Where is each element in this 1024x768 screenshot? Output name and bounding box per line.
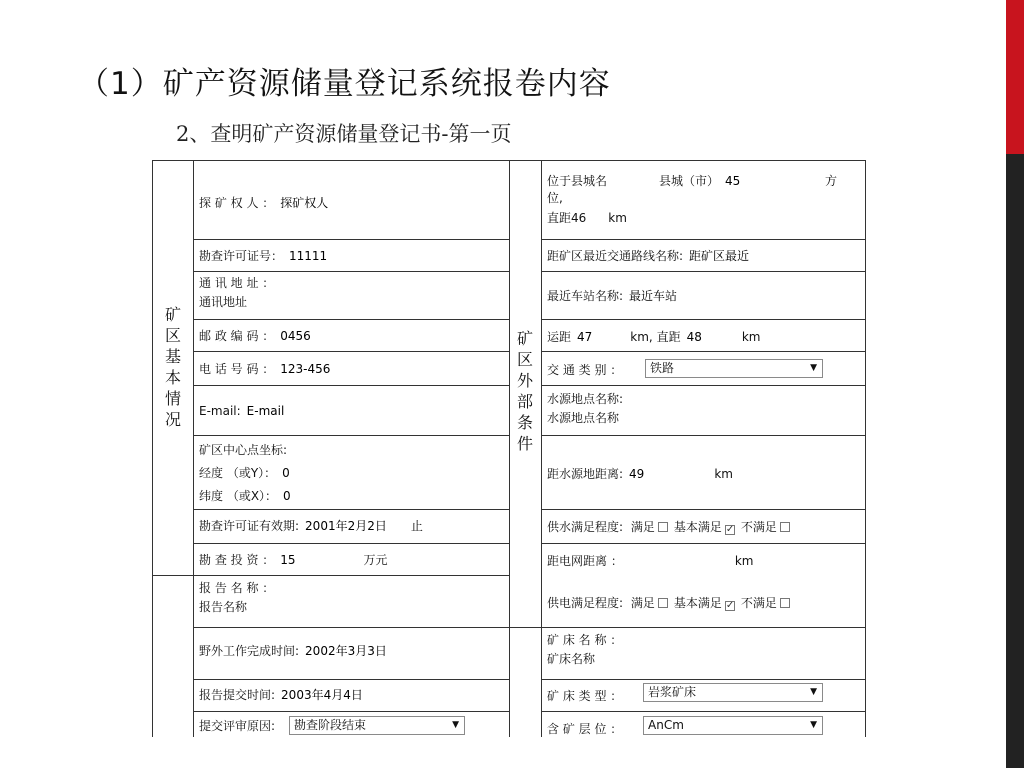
- grid-line: [193, 435, 509, 436]
- ore-layer-value: AnCm: [648, 718, 684, 732]
- direction-label: 方: [825, 174, 838, 188]
- power-supply-option-2: 基本满足: [673, 596, 722, 610]
- water-distance-label: 距水源地距离:: [547, 467, 624, 481]
- power-supply-checkbox-3[interactable]: [780, 598, 790, 608]
- power-supply-label: 供电满足程度:: [547, 596, 624, 610]
- nearest-route-value[interactable]: 距矿区最近: [689, 249, 750, 263]
- power-supply-option-1: 满足: [630, 596, 655, 610]
- ore-layer-label: 含 矿 层 位 ：: [547, 722, 623, 736]
- transport-distance-row: [547, 327, 761, 347]
- report-name-value[interactable]: 报告名称: [199, 600, 248, 614]
- validity-value[interactable]: 2001年2月2日: [305, 519, 387, 533]
- deposit-type-value: 岩浆矿床: [648, 685, 697, 699]
- nearest-station-value[interactable]: 最近车站: [629, 289, 678, 303]
- field-done-row: [199, 641, 387, 661]
- deposit-name-value[interactable]: 矿床名称: [547, 652, 596, 666]
- phone-row: [199, 359, 330, 379]
- email-label: E-mail:: [199, 404, 241, 418]
- location-row: [547, 173, 847, 227]
- water-supply-option-3: 不满足: [740, 520, 777, 534]
- grid-line: [509, 627, 866, 628]
- transport-distance-value2[interactable]: 48: [686, 330, 702, 344]
- section-label-external: 矿区外部条件: [516, 329, 533, 453]
- field-done-label: 野外工作完成时间:: [199, 644, 300, 658]
- nearest-station-row: [547, 286, 677, 306]
- transport-distance-value1[interactable]: 47: [577, 330, 593, 344]
- transport-distance-mid: km, 直距: [630, 330, 681, 344]
- grid-line: [541, 435, 866, 436]
- slide-subtitle: 2、查明矿产资源储量登记书-第一页: [176, 122, 512, 146]
- deposit-name-row: [547, 631, 622, 669]
- grid-line: [541, 679, 866, 680]
- power-supply-checkbox-2[interactable]: ✓: [725, 600, 735, 611]
- location-prefix: 位于: [547, 174, 572, 188]
- report-name-row: [199, 579, 274, 617]
- water-source-value[interactable]: 水源地点名称: [547, 411, 620, 425]
- chevron-down-icon: ▼: [810, 687, 817, 697]
- submit-time-label: 报告提交时间:: [199, 688, 276, 702]
- power-supply-checkbox-1[interactable]: [658, 598, 668, 608]
- center-coordinates: [199, 439, 291, 508]
- water-supply-row: [547, 517, 796, 537]
- grid-line: [193, 351, 509, 352]
- grid-line: [541, 319, 866, 320]
- review-reason-row: [199, 716, 275, 736]
- grid-line: [509, 161, 510, 737]
- permit-no-value[interactable]: 11111: [289, 249, 328, 263]
- grid-line: [193, 161, 194, 737]
- county-unit-label: 县城（市）: [659, 174, 720, 188]
- permit-no-label: 勘查许可证号：: [199, 249, 284, 263]
- distance-value[interactable]: 46: [571, 211, 587, 225]
- report-name-label: 报 告 名 称 ：: [199, 581, 275, 595]
- water-source-row: [547, 390, 623, 428]
- phone-label: 电 话 号 码 ：: [199, 362, 275, 376]
- power-grid-row: [547, 551, 753, 571]
- investment-unit: 万元: [363, 553, 388, 567]
- review-reason-select[interactable]: [289, 716, 465, 735]
- grid-line: [193, 543, 509, 544]
- grid-line: [193, 627, 509, 628]
- grid-line: [193, 509, 509, 510]
- ore-layer-row: [547, 719, 622, 737]
- phone-value[interactable]: 123-456: [280, 362, 331, 376]
- slide-title: （1）矿产资源储量登记系统报卷内容: [78, 66, 611, 102]
- transport-distance-unit: km: [741, 330, 761, 344]
- nearest-station-label: 最近车站名称:: [547, 289, 624, 303]
- ore-layer-select[interactable]: [643, 716, 823, 735]
- location-value[interactable]: 45: [725, 174, 741, 188]
- grid-line: [541, 239, 866, 240]
- grid-line: [193, 679, 509, 680]
- permit-no-row: [199, 246, 327, 266]
- postcode-row: [199, 326, 311, 346]
- deposit-type-label: 矿 床 类 型 ：: [547, 689, 623, 703]
- investment-row: [199, 550, 388, 570]
- applicant-label: 探 矿 权 人 ：: [199, 196, 275, 210]
- grid-line: [541, 271, 866, 272]
- center-label: 矿区中心点坐标:: [199, 443, 288, 457]
- direction-suffix: 位,: [547, 191, 563, 205]
- transport-type-value: 铁路: [650, 361, 675, 375]
- water-distance-row: [547, 464, 733, 484]
- postcode-label: 邮 政 编 码 ：: [199, 329, 275, 343]
- section-label-basic: 矿区基本情况: [164, 305, 181, 429]
- email-row: [199, 401, 284, 421]
- longitude-value[interactable]: 0: [282, 466, 290, 480]
- latitude-label: 纬度 （或X）：: [199, 489, 278, 503]
- deposit-name-label: 矿 床 名 称 ：: [547, 633, 623, 647]
- power-supply-option-3: 不满足: [740, 596, 777, 610]
- grid-line: [541, 161, 542, 737]
- longitude-label: 经度 （或Y）：: [199, 466, 277, 480]
- grid-line: [193, 319, 509, 320]
- address-label: 通 讯 地 址 ：: [199, 276, 275, 290]
- chevron-down-icon: ▼: [810, 363, 817, 373]
- grid-line: [193, 385, 509, 386]
- registration-form: [152, 160, 866, 737]
- validity-suffix: 止: [410, 519, 423, 533]
- postcode-value[interactable]: 0456: [280, 329, 311, 343]
- validity-row: [199, 516, 423, 536]
- nearest-route-row: [547, 246, 749, 266]
- power-grid-label: 距电网距离 ：: [547, 554, 623, 568]
- transport-distance-label: 运距: [547, 330, 572, 344]
- water-source-label: 水源地点名称:: [547, 392, 624, 406]
- review-reason-value: 勘查阶段结束: [294, 718, 367, 732]
- grid-line: [541, 351, 866, 352]
- validity-label: 勘查许可证有效期:: [199, 519, 300, 533]
- power-grid-unit: km: [734, 554, 754, 568]
- review-reason-label: 提交评审原因:: [199, 719, 276, 733]
- accent-bar-red: [1006, 0, 1024, 154]
- deposit-type-row: [547, 686, 622, 706]
- latitude-value[interactable]: 0: [283, 489, 291, 503]
- distance-unit: km: [608, 211, 627, 225]
- accent-bar-dark: [1006, 154, 1024, 768]
- grid-line: [193, 271, 509, 272]
- chevron-down-icon: ▼: [810, 720, 817, 730]
- transport-type-select[interactable]: [645, 359, 823, 378]
- grid-line: [193, 711, 509, 712]
- distance-label: 直距: [547, 211, 572, 225]
- grid-line: [541, 543, 866, 544]
- applicant-value[interactable]: 探矿权人: [280, 196, 329, 210]
- deposit-type-select[interactable]: [643, 683, 823, 702]
- investment-value[interactable]: 15: [280, 553, 296, 567]
- submit-time-value[interactable]: 2003年4月4日: [281, 688, 363, 702]
- water-supply-option-2: 基本满足: [673, 520, 722, 534]
- transport-type-label: 交 通 类 别 ：: [547, 363, 623, 377]
- address-row: [199, 274, 274, 312]
- water-supply-checkbox-2[interactable]: ✓: [725, 524, 735, 535]
- grid-line: [541, 711, 866, 712]
- water-distance-value[interactable]: 49: [629, 467, 645, 481]
- water-supply-label: 供水满足程度:: [547, 520, 624, 534]
- submit-time-row: [199, 685, 363, 705]
- nearest-route-label: 距矿区最近交通路线名称:: [547, 249, 684, 263]
- water-supply-checkbox-3[interactable]: [780, 522, 790, 532]
- applicant-row: [199, 193, 328, 213]
- chevron-down-icon: ▼: [452, 720, 459, 730]
- investment-label: 勘 查 投 资 ：: [199, 553, 275, 567]
- water-supply-checkbox-1[interactable]: [658, 522, 668, 532]
- email-value[interactable]: E-mail: [246, 404, 285, 418]
- county-name-value[interactable]: 县城名: [571, 174, 608, 188]
- water-distance-unit: km: [714, 467, 733, 481]
- grid-line: [541, 385, 866, 386]
- water-supply-option-1: 满足: [630, 520, 655, 534]
- power-supply-row: [547, 593, 796, 613]
- grid-line: [541, 509, 866, 510]
- grid-line: [193, 239, 509, 240]
- grid-line: [153, 575, 509, 576]
- field-done-value[interactable]: 2002年3月3日: [305, 644, 387, 658]
- transport-type-row: [547, 360, 622, 380]
- address-value[interactable]: 通讯地址: [199, 295, 248, 309]
